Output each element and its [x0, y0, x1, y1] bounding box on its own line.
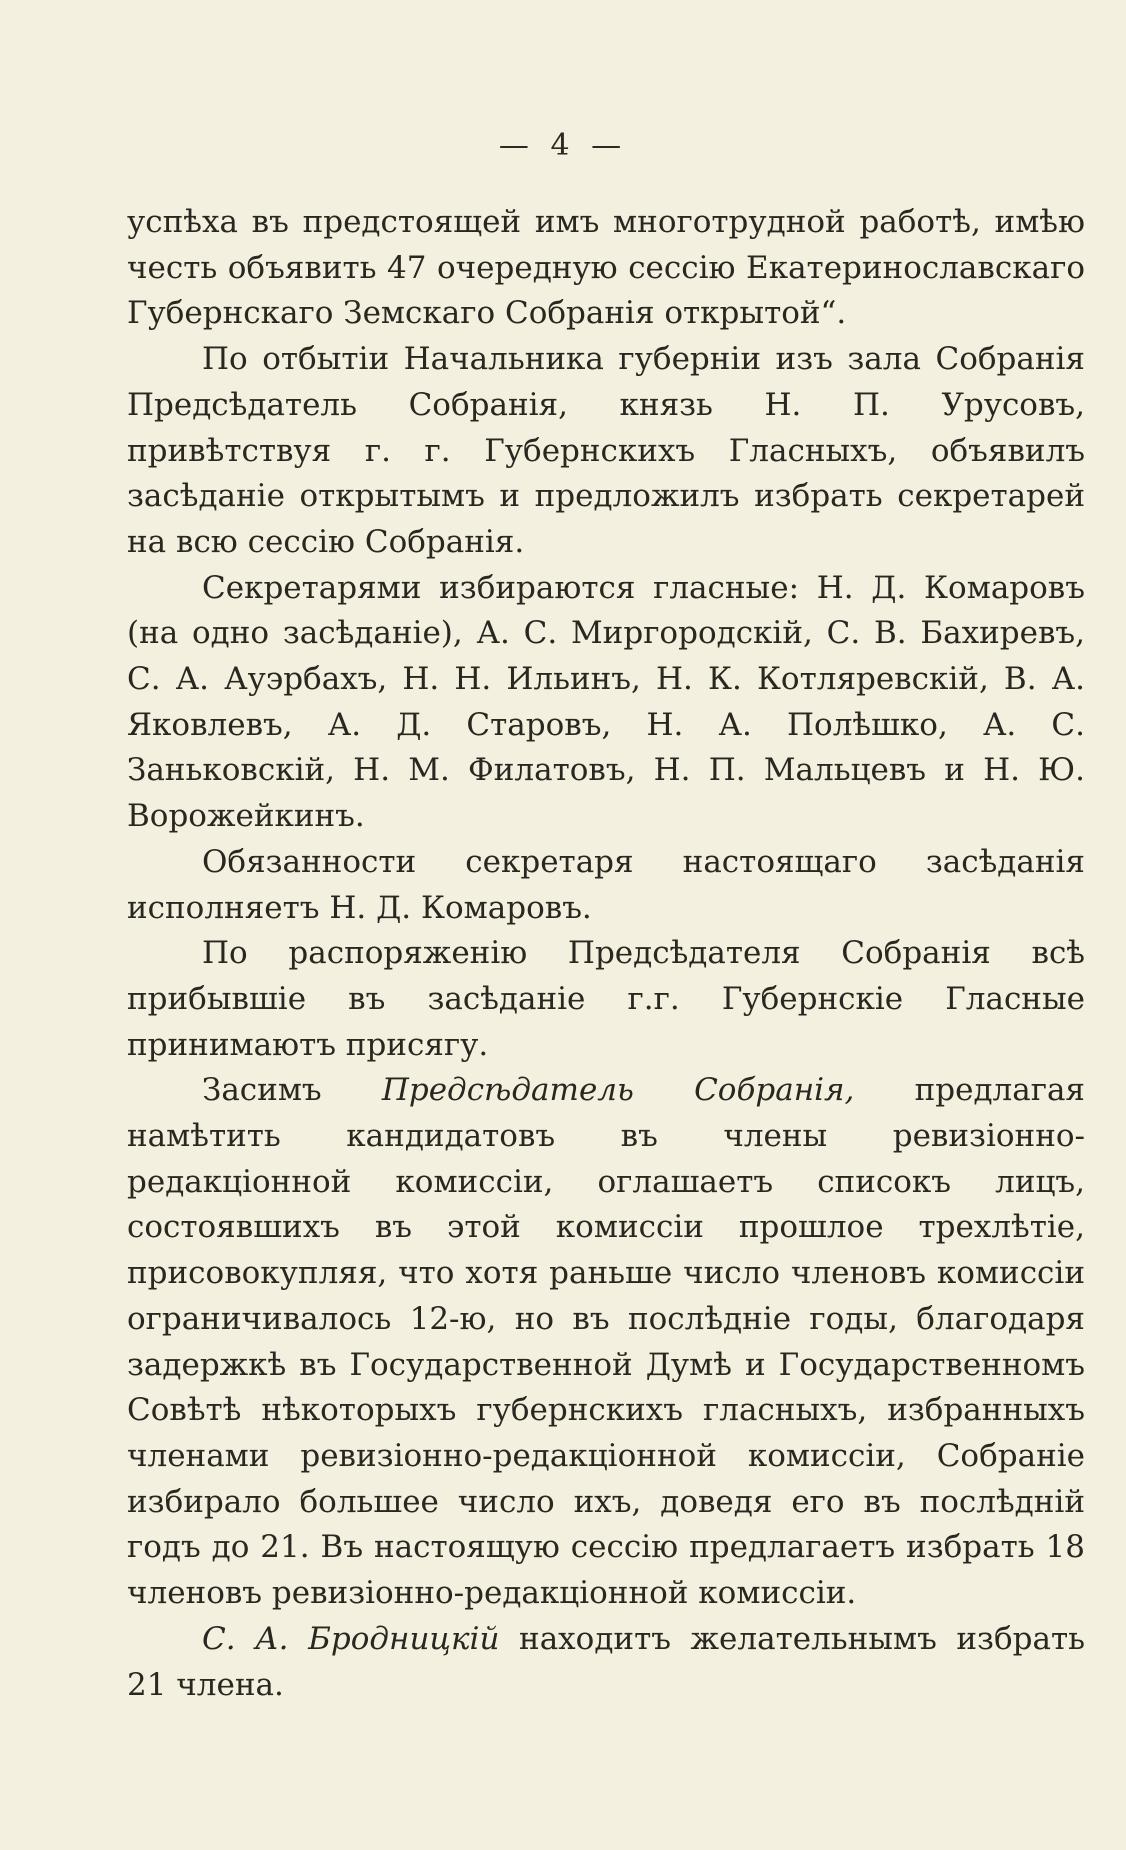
- paragraph-7: [127, 1617, 1085, 1708]
- paragraph-7-rest: находитъ желательнымъ избрать 21 члена.: [127, 1620, 1085, 1703]
- speaker-name: С. А. Бродницкій: [202, 1620, 500, 1657]
- paragraph-4: Обязанности секретаря настоящаго засѣданія исполняетъ Н. Д. Комаровъ.: [127, 843, 1085, 926]
- paragraph-6-rest: предлагая намѣтить кандидатовъ въ члены ревизіонно-редакціонной комиссіи, оглашаетъ списокъ лицъ, состоявшихъ въ этой комиссіи прошлое трехлѣтіе, присовокупляя, что хотя раньше число членовъ комиссіи ограничивалось 12-ю, но въ послѣдніе годы, благодаря задержкѣ въ Государственной Думѣ и Государственномъ Совѣтѣ нѣкоторыхъ губернскихъ гласныхъ, избранныхъ членами ревизіонно-редакціонной комиссіи, Собраніе избирало большее число ихъ, доведя его въ послѣдній годъ до 21. Въ настоящую сессію предлагаетъ избрать 18 членовъ ревизіонно-редакціонной комиссіи.: [127, 1072, 1085, 1612]
- chairman-reference: Предсѣдатель Собранія,: [381, 1072, 855, 1109]
- paragraph-5: По распоряженію Предсѣдателя Собранія всѣ прибывшіе въ засѣданіе г.г. Губернскіе Гласные принимаютъ присягу.: [127, 935, 1085, 1063]
- paragraph-2: По отбытіи Начальника губерніи изъ зала Собранія Предсѣдатель Собранія, князь Н. П. Урусовъ, привѣтствуя г. г. Губернскихъ Гласныхъ, объявилъ засѣданіе открытымъ и предложилъ избрать секретарей на всю сессію Собранія.: [127, 341, 1085, 560]
- paragraph-6-start: Засимъ: [202, 1072, 382, 1109]
- paragraph-6: [127, 1068, 1085, 1616]
- paragraph-1: успѣха въ предстоящей имъ многотрудной работѣ, имѣю честь объявить 47 очередную сессію Екатеринославскаго Губернскаго Земскаго Собранія открытой“.: [127, 204, 1085, 332]
- page-number: — 4 —: [498, 128, 628, 163]
- paragraph-3: Секретарями избираются гласные: Н. Д. Комаровъ (на одно засѣданіе), А. С. Миргородскій, С. В. Бахиревъ, С. А. Ауэрбахъ, Н. Н. Ильинъ, Н. К. Котляревскій, В. А. Яковлевъ, А. Д. Старовъ, Н. А. Полѣшко, А. С. Заньковскій, Н. М. Филатовъ, Н. П. Мальцевъ и Н. Ю. Ворожейкинъ.: [127, 569, 1085, 835]
- body-text: [127, 200, 1085, 1708]
